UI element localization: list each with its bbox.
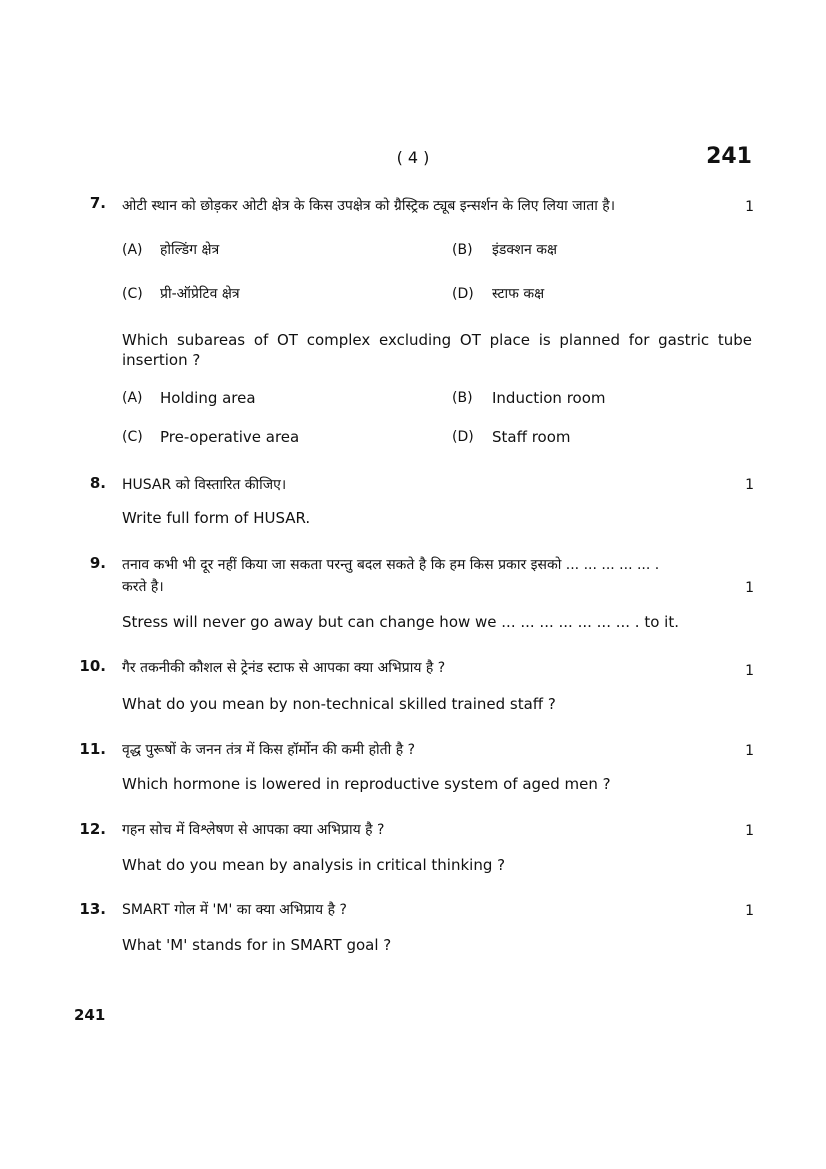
- paper-code-header: 241: [706, 144, 752, 169]
- question-marks: 1: [745, 743, 754, 759]
- question-number: 9.: [89, 554, 106, 572]
- question-text-hindi: गैर तकनीकी कौशल से ट्रेनंड स्टाफ से आपका क्या अभिप्राय है ?: [122, 660, 446, 676]
- option-letter: (C): [122, 286, 143, 302]
- question-text-english: What 'M' stands for in SMART goal ?: [122, 936, 392, 954]
- question-marks: 1: [745, 199, 754, 215]
- option-text-english: Pre-operative area: [160, 428, 300, 446]
- question-text-hindi: ओटी स्थान को छोड़कर ओटी क्षेत्र के किस उपक्षेत्र को ग्रैस्ट्रिक ट्यूब इन्सर्शन के लिए लिया जाता है।: [122, 198, 616, 214]
- question-marks: 1: [745, 580, 754, 596]
- question-number: 13.: [79, 900, 106, 918]
- question-text-english: Which subareas of OT complex excluding OT place is planned for gastric tube insertion ?: [122, 331, 752, 369]
- question-number: 12.: [79, 820, 106, 838]
- question-text-english: Which hormone is lowered in reproductive system of aged men ?: [122, 775, 611, 793]
- paper-code-footer: 241: [74, 1006, 106, 1024]
- question-text-english: Write full form of HUSAR.: [122, 509, 311, 527]
- option-text-english: Holding area: [160, 389, 256, 407]
- question-marks: 1: [745, 477, 754, 493]
- option-text-english: Induction room: [492, 389, 606, 407]
- question-text-english: What do you mean by non-technical skilled trained staff ?: [122, 695, 556, 713]
- question-text-hindi-continued: करते है।: [122, 579, 164, 595]
- option-letter: (B): [452, 242, 473, 258]
- question-text-hindi: वृद्ध पुरूषों के जनन तंत्र में किस हॉर्मोन की कमी होती है ?: [122, 742, 416, 758]
- option-letter: (A): [122, 390, 143, 406]
- option-text-english: Staff room: [492, 428, 571, 446]
- question-number: 8.: [89, 474, 106, 492]
- page-number: ( 4 ): [396, 148, 430, 167]
- question-text-hindi: SMART गोल में 'M' का क्या अभिप्राय है ?: [122, 902, 347, 918]
- option-text-hindi: स्टाफ कक्ष: [492, 286, 545, 302]
- question-number: 11.: [79, 740, 106, 758]
- option-letter: (B): [452, 390, 473, 406]
- option-text-hindi: होल्डिंग क्षेत्र: [160, 242, 220, 258]
- question-marks: 1: [745, 663, 754, 679]
- question-text-hindi: तनाव कभी भी दूर नहीं किया जा सकता परन्तु बदल सकते है कि हम किस प्रकार इसको ... ... ... ... ... .: [122, 557, 660, 573]
- question-marks: 1: [745, 823, 754, 839]
- question-text-hindi: गहन सोच में विश्लेषण से आपका क्या अभिप्राय है ?: [122, 822, 385, 838]
- question-number: 7.: [89, 194, 106, 212]
- option-letter: (A): [122, 242, 143, 258]
- option-text-hindi: प्री-ऑप्रेटिव क्षेत्र: [160, 286, 240, 302]
- question-text-hindi: HUSAR को विस्तारित कीजिए।: [122, 477, 287, 493]
- question-text-english: Stress will never go away but can change how we ... ... ... ... ... ... ... . to it.: [122, 613, 679, 631]
- question-marks: 1: [745, 903, 754, 919]
- option-letter: (D): [452, 286, 474, 302]
- option-letter: (D): [452, 429, 474, 445]
- question-text-english: What do you mean by analysis in critical thinking ?: [122, 856, 506, 874]
- question-number: 10.: [79, 657, 106, 675]
- option-letter: (C): [122, 429, 143, 445]
- option-text-hindi: इंडक्शन कक्ष: [492, 242, 558, 258]
